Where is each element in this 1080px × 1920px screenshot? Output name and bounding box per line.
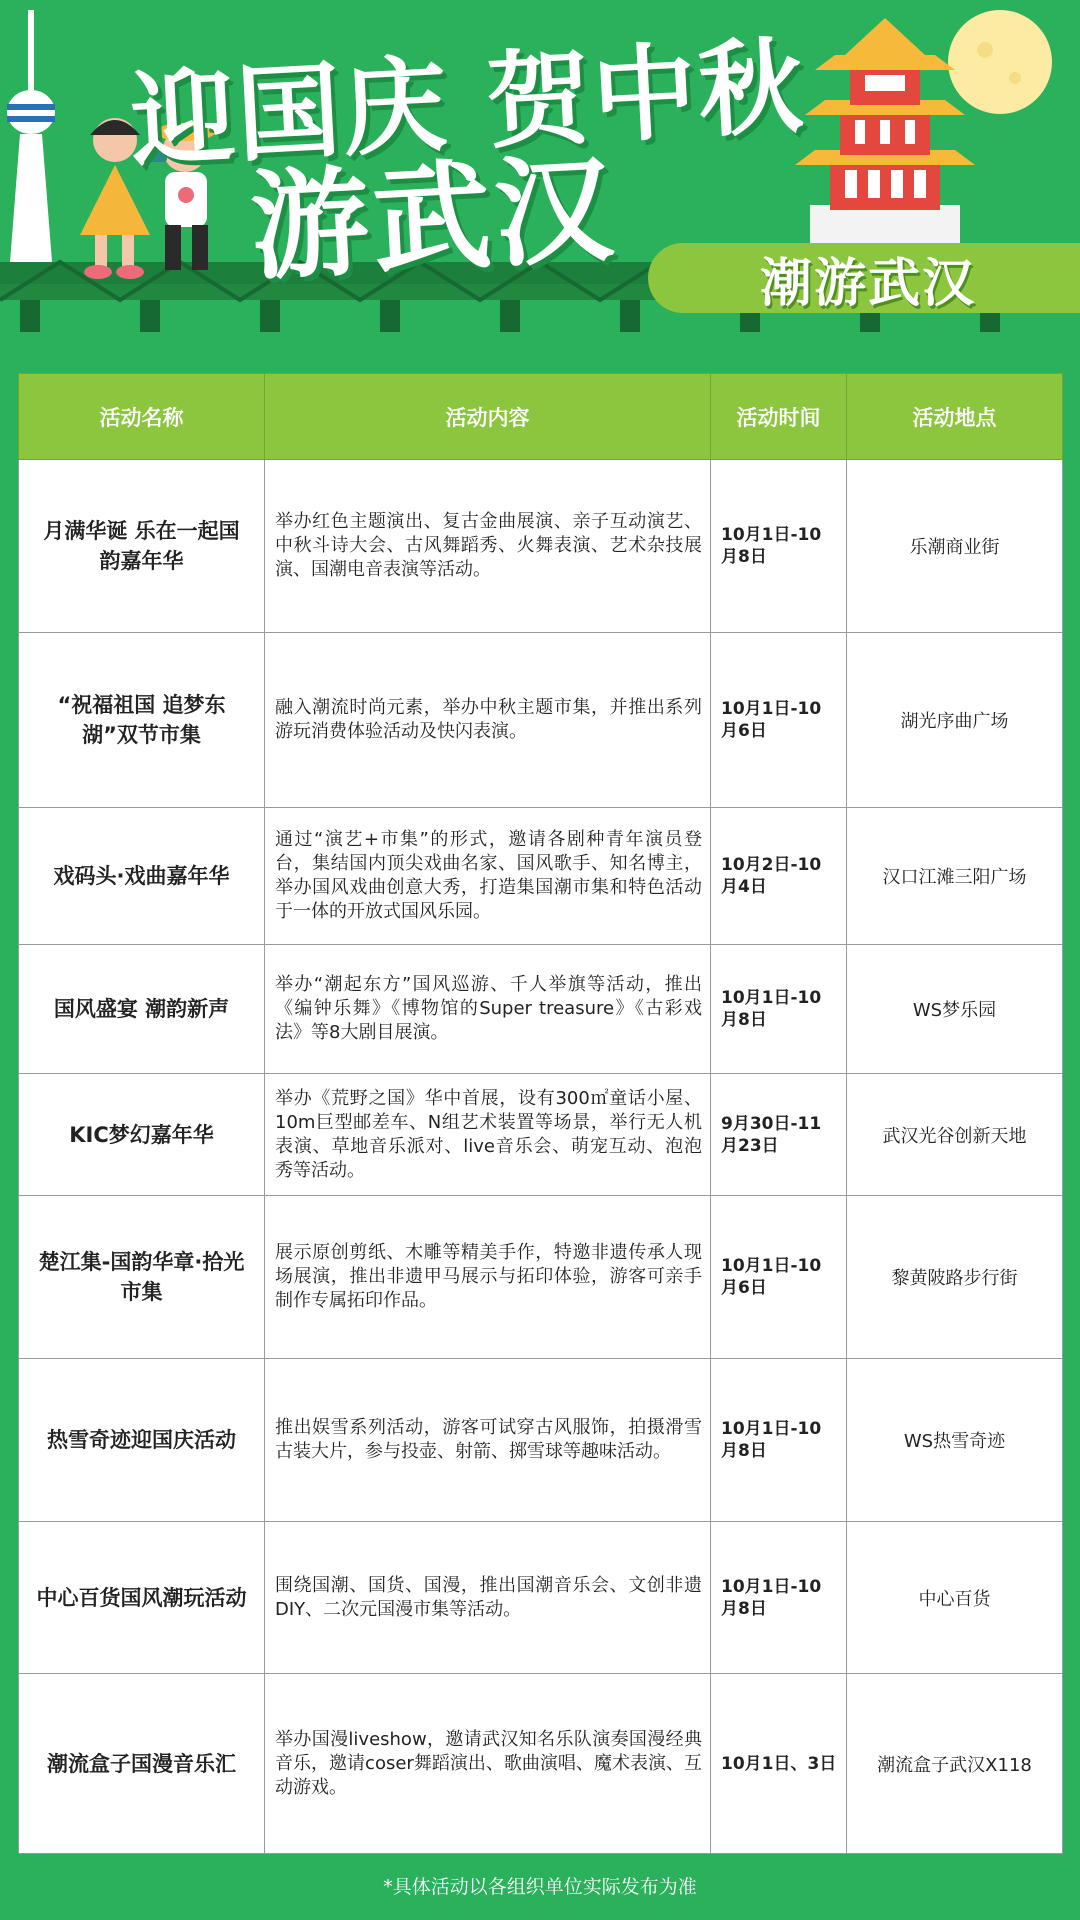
table-row xyxy=(19,633,1063,808)
cell-name: 戏码头·戏曲嘉年华 xyxy=(19,808,265,945)
yellow-crane-tower-icon xyxy=(795,18,975,245)
table-row xyxy=(19,460,1063,633)
table-row xyxy=(19,1074,1063,1196)
table-row xyxy=(19,1674,1063,1854)
table-row xyxy=(19,1196,1063,1359)
cell-place: 黎黄陂路步行街 xyxy=(847,1196,1063,1359)
cell-name: KIC梦幻嘉年华 xyxy=(19,1074,265,1196)
banner-tag-label: 潮游武汉 xyxy=(759,253,976,314)
table-row xyxy=(19,808,1063,945)
cell-content: 举办“潮起东方”国风巡游、千人举旗等活动，推出《编钟乐舞》《博物馆的Super treasure》《古彩戏法》等8大剧目展演。 xyxy=(265,945,711,1074)
cell-name: “祝福祖国 追梦东湖”双节市集 xyxy=(19,633,265,808)
cell-place: 汉口江滩三阳广场 xyxy=(847,808,1063,945)
cell-name: 中心百货国风潮玩活动 xyxy=(19,1522,265,1674)
footnote: *具体活动以各组织单位实际发布为准 xyxy=(383,1876,697,1898)
cell-time: 10月1日-10月8日 xyxy=(711,1522,847,1674)
cell-place: 湖光序曲广场 xyxy=(847,633,1063,808)
activity-table xyxy=(18,373,1063,1854)
cell-time: 9月30日-11月23日 xyxy=(711,1074,847,1196)
cell-time: 10月2日-10月4日 xyxy=(711,808,847,945)
banner-title-line2: 游武汉 xyxy=(247,139,620,297)
cell-name: 热雪奇迹迎国庆活动 xyxy=(19,1359,265,1522)
table-row xyxy=(19,945,1063,1074)
cell-place: WS热雪奇迹 xyxy=(847,1359,1063,1522)
cell-time: 10月1日-10月8日 xyxy=(711,945,847,1074)
banner xyxy=(0,0,1080,345)
cell-content: 展示原创剪纸、木雕等精美手作，特邀非遗传承人现场展演，推出非遗甲马展示与拓印体验，游客可亲手制作专属拓印作品。 xyxy=(265,1196,711,1359)
cell-content: 通过“演艺+市集”的形式，邀请各剧种青年演员登台，集结国内顶尖戏曲名家、国风歌手、知名博主，举办国风戏曲创意大秀，打造集国潮市集和特色活动于一体的开放式国风乐园。 xyxy=(265,808,711,945)
table-header-row xyxy=(19,374,1063,460)
cell-content: 举办红色主题演出、复古金曲展演、亲子互动演艺、中秋斗诗大会、古风舞蹈秀、火舞表演、艺术杂技展演、国潮电音表演等活动。 xyxy=(265,460,711,633)
cell-content: 围绕国潮、国货、国漫，推出国潮音乐会、文创非遗DIY、二次元国漫市集等活动。 xyxy=(265,1522,711,1674)
cell-name: 楚江集-国韵华章·拾光市集 xyxy=(19,1196,265,1359)
cell-time: 10月1日、3日 xyxy=(711,1674,847,1854)
banner-tag xyxy=(648,243,1080,313)
cell-time: 10月1日-10月6日 xyxy=(711,1196,847,1359)
header-place: 活动地点 xyxy=(847,374,1063,460)
header-content: 活动内容 xyxy=(265,374,711,460)
table-row xyxy=(19,1522,1063,1674)
cell-place: 潮流盒子武汉X118 xyxy=(847,1674,1063,1854)
header-time: 活动时间 xyxy=(711,374,847,460)
cell-time: 10月1日-10月8日 xyxy=(711,460,847,633)
table-row xyxy=(19,1359,1063,1522)
cell-name: 月满华诞 乐在一起国韵嘉年华 xyxy=(19,460,265,633)
cell-name: 国风盛宴 潮韵新声 xyxy=(19,945,265,1074)
tv-tower-icon xyxy=(7,10,55,262)
cell-place: WS梦乐园 xyxy=(847,945,1063,1074)
moon-icon xyxy=(948,10,1052,114)
cell-place: 中心百货 xyxy=(847,1522,1063,1674)
cell-content: 举办《荒野之国》华中首展，设有300㎡童话小屋、10m巨型邮差车、N组艺术装置等场景，举行无人机表演、草地音乐派对、live音乐会、萌宠互动、泡泡秀等活动。 xyxy=(265,1074,711,1196)
activity-table-container xyxy=(18,373,1062,1854)
cell-name: 潮流盒子国漫音乐汇 xyxy=(19,1674,265,1854)
header-name: 活动名称 xyxy=(19,374,265,460)
cell-time: 10月1日-10月6日 xyxy=(711,633,847,808)
cell-content: 融入潮流时尚元素，举办中秋主题市集，并推出系列游玩消费体验活动及快闪表演。 xyxy=(265,633,711,808)
cell-time: 10月1日-10月8日 xyxy=(711,1359,847,1522)
cell-content: 举办国漫liveshow，邀请武汉知名乐队演奏国漫经典音乐，邀请coser舞蹈演出、歌曲演唱、魔术表演、互动游戏。 xyxy=(265,1674,711,1854)
cell-place: 乐潮商业街 xyxy=(847,460,1063,633)
cell-content: 推出娱雪系列活动，游客可试穿古风服饰，拍摄滑雪古装大片，参与投壶、射箭、掷雪球等趣味活动。 xyxy=(265,1359,711,1522)
cell-place: 武汉光谷创新天地 xyxy=(847,1074,1063,1196)
banner-title-line1: 迎国庆 贺中秋 xyxy=(127,25,808,183)
